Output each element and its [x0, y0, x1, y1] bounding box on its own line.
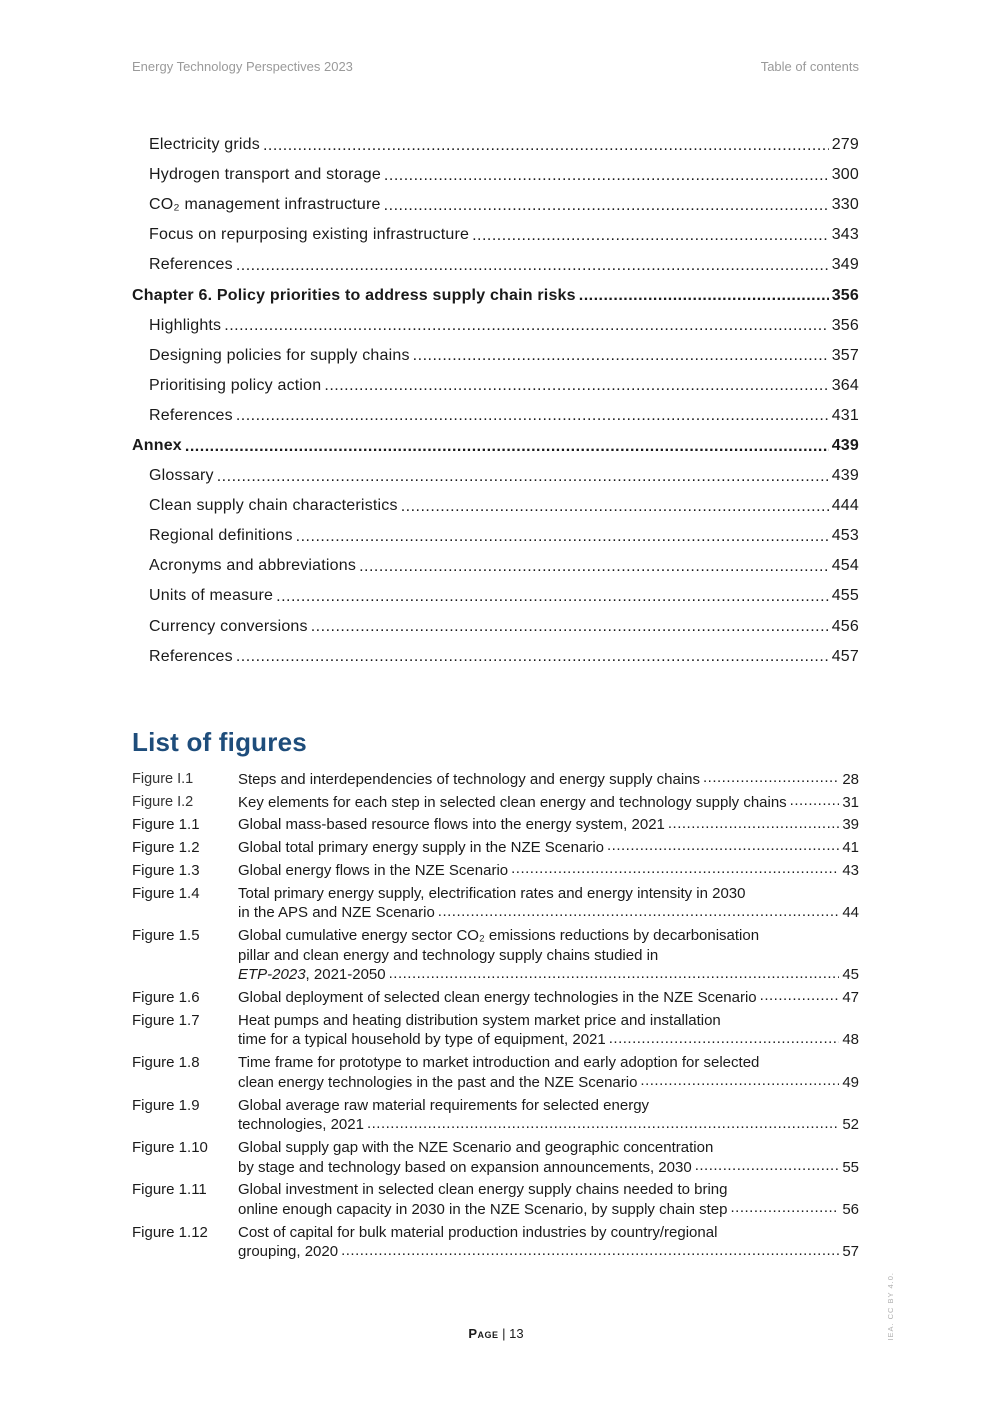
figure-caption-line: Global average raw material requirements for selected energy [238, 1096, 650, 1114]
figure-page: 49 [842, 1073, 859, 1091]
figure-number: Figure 1.2 [132, 839, 200, 857]
figure-entry[interactable] [132, 838, 859, 858]
figure-caption [238, 1096, 859, 1135]
figure-page: 57 [842, 1243, 859, 1261]
figure-number: Figure 1.6 [132, 989, 200, 1007]
toc-entry[interactable] [132, 250, 859, 280]
figure-caption-line: Total primary energy supply, electrification rates and energy intensity in 2030 [238, 884, 746, 902]
figure-caption [238, 926, 859, 985]
dot-leader [640, 1073, 839, 1091]
toc-entry-page: 356 [831, 286, 859, 304]
figure-caption-last-line [238, 1242, 859, 1262]
toc-entry[interactable] [132, 491, 859, 521]
figure-number: Figure I.1 [132, 771, 194, 787]
figure-number: Figure 1.1 [132, 816, 200, 834]
toc-entry[interactable] [132, 130, 859, 160]
toc-entry[interactable] [132, 581, 859, 611]
figure-page: 45 [842, 966, 859, 984]
page-footer [0, 1326, 992, 1341]
figure-caption-text: time for a typical household by type of equipment, 2021 [238, 1031, 606, 1049]
figure-caption-last-line [238, 770, 859, 790]
toc-entry[interactable] [132, 521, 859, 551]
toc-entry[interactable] [132, 280, 859, 310]
toc-entry[interactable] [132, 431, 859, 461]
toc-entry-label: Annex [132, 436, 182, 454]
figure-caption-text: technologies, 2021 [238, 1116, 364, 1134]
toc-entry[interactable] [132, 461, 859, 491]
dot-leader [668, 815, 839, 833]
figure-page: 55 [842, 1158, 859, 1176]
toc-entry-label: References [149, 647, 233, 665]
toc-entry[interactable] [132, 190, 859, 220]
figure-caption [238, 1180, 859, 1219]
figure-page: 56 [842, 1201, 859, 1219]
toc-entry-label: Prioritising policy action [149, 376, 322, 394]
figure-caption-text: Global deployment of selected clean energy technologies in the NZE Scenario [238, 989, 757, 1007]
figure-page: 41 [842, 839, 859, 857]
dot-leader [324, 376, 828, 395]
toc-entry-label: Hydrogen transport and storage [149, 166, 381, 184]
figure-caption-last-line [238, 1115, 859, 1135]
figure-caption-text: grouping, 2020 [238, 1243, 339, 1261]
figure-entry[interactable] [132, 988, 859, 1008]
dot-leader [276, 587, 829, 606]
toc-entry[interactable] [132, 160, 859, 190]
figure-caption-text: by stage and technology based on expansion announcements, 2030 [238, 1158, 692, 1176]
figure-page: 39 [842, 816, 859, 834]
running-header-section: Table of contents [760, 59, 859, 74]
dot-leader [413, 346, 829, 365]
toc-entry-page: 454 [831, 557, 859, 575]
figure-page: 47 [842, 989, 859, 1007]
dot-leader [695, 1158, 840, 1176]
toc-entry-page: 343 [831, 226, 859, 244]
figure-number: Figure 1.7 [132, 1011, 200, 1029]
figure-caption-last-line [238, 1200, 859, 1220]
toc-entry-label: Units of measure [149, 587, 274, 605]
toc-entry-page: 453 [831, 527, 859, 545]
figure-caption-last-line [238, 1073, 859, 1093]
dot-leader [367, 1115, 839, 1133]
toc-entry-page: 349 [831, 256, 859, 274]
dot-leader [236, 406, 829, 425]
figure-caption-text: Key elements for each step in selected clean energy and technology supply chains [238, 793, 787, 811]
toc-entry[interactable] [132, 401, 859, 431]
dot-leader [224, 316, 828, 335]
toc-entry-page: 439 [831, 436, 859, 454]
figure-entry[interactable] [132, 1223, 859, 1262]
figure-caption-text: Steps and interdependencies of technology and energy supply chains [238, 771, 700, 788]
figure-caption-text: Global energy flows in the NZE Scenario [238, 861, 509, 879]
toc-entry-page: 439 [831, 467, 859, 485]
toc-entry-page: 279 [831, 136, 859, 154]
figure-entry[interactable] [132, 926, 859, 985]
figure-entry[interactable] [132, 793, 859, 813]
toc-entry-page: 444 [831, 497, 859, 515]
figure-caption-text: Global total primary energy supply in the NZE Scenario [238, 839, 605, 857]
dot-leader [609, 1030, 840, 1048]
dot-leader [384, 166, 829, 185]
figure-number: Figure 1.4 [132, 884, 200, 902]
dot-leader [263, 135, 829, 154]
figure-number: Figure 1.9 [132, 1096, 200, 1114]
figure-page: 52 [842, 1116, 859, 1134]
toc-entry-label: Electricity grids [149, 136, 260, 154]
toc-entry-label: Designing policies for supply chains [149, 346, 410, 364]
figure-caption-line: pillar and clean energy and technology supply chains studied in [238, 946, 659, 964]
figure-caption [238, 1053, 859, 1092]
toc-entry[interactable] [132, 551, 859, 581]
figure-caption-text [238, 965, 386, 985]
dot-leader [341, 1242, 839, 1260]
figure-caption-last-line [238, 861, 859, 881]
toc-entry-page: 455 [831, 587, 859, 605]
dot-leader [311, 617, 829, 636]
dot-leader [185, 436, 829, 455]
dot-leader [703, 770, 839, 788]
figure-entry[interactable] [132, 861, 859, 881]
figure-caption [238, 793, 859, 813]
figure-caption-last-line [238, 1030, 859, 1050]
figure-number: Figure 1.8 [132, 1054, 200, 1072]
figure-caption [238, 1138, 859, 1177]
toc-entry-label: References [149, 406, 233, 424]
list-of-figures-title: List of figures [132, 727, 307, 757]
toc-entry-page: 356 [831, 316, 859, 334]
toc-entry-label: CO₂ management infrastructure [149, 196, 381, 214]
figure-number: Figure 1.11 [132, 1181, 207, 1199]
dot-leader [389, 965, 840, 983]
page-label: Page [468, 1326, 499, 1341]
figure-caption-last-line [238, 793, 859, 813]
dot-leader [579, 286, 829, 305]
toc-entry[interactable] [132, 371, 859, 401]
figure-caption-line: Global supply gap with the NZE Scenario and geographic concentration [238, 1138, 714, 1156]
dot-leader [438, 903, 840, 921]
dot-leader [384, 196, 829, 215]
figure-page: 48 [842, 1031, 859, 1049]
toc-entry-label: Clean supply chain characteristics [149, 497, 398, 515]
figure-caption-line: Global investment in selected clean energy supply chains needed to bring [238, 1181, 728, 1199]
toc-entry-label: Highlights [149, 316, 222, 334]
figure-entry[interactable] [132, 884, 859, 923]
dot-leader [401, 497, 829, 516]
figure-caption [238, 1223, 859, 1262]
toc-entry-page: 357 [831, 346, 859, 364]
toc-entry-page: 457 [831, 647, 859, 665]
dot-leader [607, 838, 839, 856]
figure-caption [238, 988, 859, 1008]
figure-caption-last-line [238, 903, 859, 923]
figure-caption [238, 884, 859, 923]
figure-caption [238, 861, 859, 881]
figure-caption-line: Time frame for prototype to market introduction and early adoption for selected [238, 1054, 760, 1072]
dot-leader [359, 557, 829, 576]
figure-entry[interactable] [132, 1053, 859, 1092]
figure-caption-last-line [238, 838, 859, 858]
figure-caption-text: Global mass-based resource flows into the energy system, 2021 [238, 816, 665, 834]
figure-number: Figure I.2 [132, 793, 194, 810]
figure-caption-last-line [238, 988, 859, 1008]
figure-number: Figure 1.3 [132, 861, 200, 879]
toc-entry-label: Acronyms and abbreviations [149, 557, 357, 575]
list-of-figures [132, 770, 859, 1265]
table-of-contents [132, 130, 859, 672]
figure-number: Figure 1.5 [132, 926, 200, 944]
figure-number: Figure 1.12 [132, 1223, 208, 1241]
toc-entry-label: Currency conversions [149, 617, 308, 635]
figure-caption [238, 1011, 859, 1050]
figure-caption-text: online enough capacity in 2030 in the NZE Scenario, by supply chain step [238, 1201, 728, 1219]
figure-entry[interactable] [132, 1096, 859, 1135]
figure-entry[interactable] [132, 770, 859, 790]
figure-entry[interactable] [132, 815, 859, 835]
figure-entry[interactable] [132, 1180, 859, 1219]
page-number: 13 [509, 1326, 524, 1341]
dot-leader [790, 793, 840, 811]
toc-entry[interactable] [132, 341, 859, 371]
toc-entry-page: 330 [831, 196, 859, 214]
figure-caption-last-line [238, 815, 859, 835]
toc-entry-label: References [149, 256, 233, 274]
figure-page: 31 [842, 793, 859, 811]
figure-caption [238, 838, 859, 858]
figure-page: 44 [842, 904, 859, 922]
toc-entry[interactable] [132, 311, 859, 341]
figure-caption-text: clean energy technologies in the past and the NZE Scenario [238, 1073, 638, 1091]
toc-entry-label: Focus on repurposing existing infrastructure [149, 226, 470, 244]
toc-entry-page: 431 [831, 406, 859, 424]
page-separator: | [502, 1326, 506, 1341]
figure-entry[interactable] [132, 1011, 859, 1050]
figure-caption-last-line [238, 965, 859, 985]
toc-entry-page: 300 [831, 166, 859, 184]
figure-caption-line: Cost of capital for bulk material production industries by country/regional [238, 1223, 718, 1241]
dot-leader [236, 647, 829, 666]
toc-entry-label: Regional definitions [149, 527, 293, 545]
figure-caption-italic: ETP-2023 [238, 966, 306, 984]
dot-leader [296, 527, 829, 546]
license-notice: IEA. CC BY 4.0. [886, 1272, 895, 1341]
dot-leader [472, 226, 829, 245]
figure-caption-text: in the APS and NZE Scenario [238, 904, 435, 922]
toc-entry-label: Glossary [149, 467, 214, 485]
dot-leader [511, 861, 839, 879]
dot-leader [217, 466, 829, 485]
dot-leader [730, 1200, 839, 1218]
toc-entry-page: 364 [831, 376, 859, 394]
toc-entry-label: Chapter 6. Policy priorities to address supply chain risks [132, 286, 576, 304]
figure-caption-last-line [238, 1158, 859, 1178]
figure-caption-line: Global cumulative energy sector CO₂ emissions reductions by decarbonisation [238, 926, 760, 944]
toc-entry[interactable] [132, 220, 859, 250]
figure-page: 43 [842, 861, 859, 879]
figure-caption [238, 770, 859, 790]
dot-leader [236, 256, 829, 275]
toc-entry[interactable] [132, 612, 859, 642]
toc-entry[interactable] [132, 642, 859, 672]
figure-number: Figure 1.10 [132, 1138, 208, 1156]
figure-entry[interactable] [132, 1138, 859, 1177]
toc-entry-page: 456 [831, 617, 859, 635]
figure-caption-line: Heat pumps and heating distribution system market price and installation [238, 1011, 721, 1029]
figure-caption [238, 815, 859, 835]
figure-caption-rest: , 2021-2050 [305, 966, 386, 984]
running-header-title: Energy Technology Perspectives 2023 [132, 59, 353, 74]
dot-leader [760, 988, 840, 1006]
figure-page: 28 [842, 771, 859, 788]
